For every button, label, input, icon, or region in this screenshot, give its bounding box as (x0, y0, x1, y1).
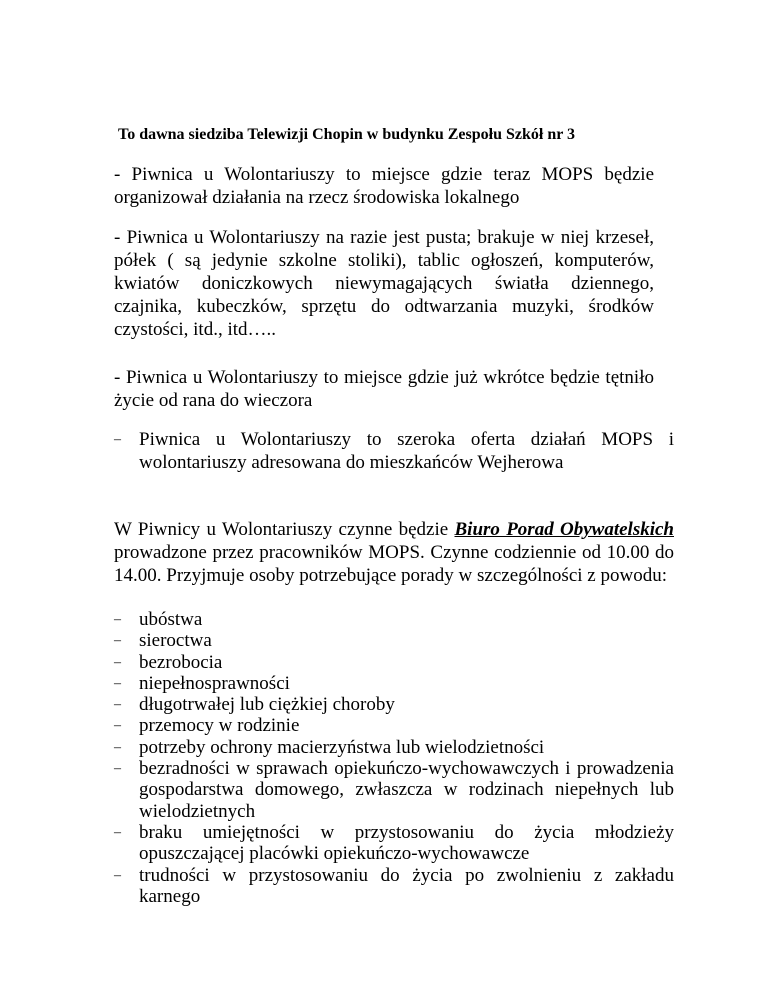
dash-marker: – (114, 612, 121, 627)
list-item-text: bezradności w sprawach opiekuńczo-wychowawczych i prowadzenia gospodarstwa domowego, zwłaszcza w rodzinach niepełnych lub wielodzietnych (139, 758, 674, 822)
bureau-prefix: W Piwnicy u Wolontariuszy czynne będzie (114, 519, 455, 540)
list-item (114, 609, 674, 630)
paragraph-basement-needs: - Piwnica u Wolontariuszy na razie jest pusta; brakuje w niej krzeseł, półek ( są jedynie szkolne stoliki), tablic ogłoszeń, komputerów, kwiatów doniczkowych niewymagających światła dziennego, czajnika, kubeczków, sprzętu do odtwarzania muzyki, środków czystości, itd., itd….. (114, 227, 654, 340)
list-item (114, 758, 674, 822)
list-item-text: potrzeby ochrony macierzyństwa lub wielodzietności (139, 736, 545, 758)
list-item (114, 737, 674, 758)
list-item-text: ubóstwa (139, 609, 203, 630)
list-item-text: trudności w przystosowaniu do życia po zwolnieniu z zakładu karnego (139, 864, 674, 907)
list-item (114, 865, 674, 908)
dash-marker: – (114, 761, 121, 777)
list-item (114, 673, 674, 694)
reasons-list (114, 609, 674, 907)
list-item (114, 694, 674, 715)
list-item-text: niepełnosprawności (139, 672, 290, 694)
list-item (114, 652, 674, 673)
bureau-name: Biuro Porad Obywatelskich (454, 519, 674, 540)
dash-marker: – (114, 867, 121, 883)
list-item-text: przemocy w rodzinie (139, 715, 300, 737)
paragraph-basement-purpose: - Piwnica u Wolontariuszy to miejsce gdzie teraz MOPS będzie organizował działania na rzecz środowiska lokalnego (114, 164, 654, 208)
paragraph-offer (114, 428, 674, 474)
dash-marker: – (114, 675, 121, 691)
dash-marker: – (114, 633, 121, 649)
list-item (114, 715, 674, 736)
paragraph-bureau (114, 518, 674, 587)
dash-marker: – (114, 432, 121, 447)
document-title: To dawna siedziba Telewizji Chopin w budynku Zespołu Szkół nr 3 (118, 126, 576, 143)
dash-marker: – (114, 739, 121, 755)
list-item-text: sieroctwa (139, 630, 212, 652)
list-item (114, 630, 674, 651)
bureau-suffix: prowadzone przez pracowników MOPS. Czynne codziennie od 10.00 do 14.00. Przyjmuje osoby potrzebujące porady w szczególności z powodu: (114, 542, 674, 586)
dash-marker: – (114, 697, 121, 713)
list-item-text: bezrobocia (139, 651, 223, 673)
paragraph-basement-life: - Piwnica u Wolontariuszy to miejsce gdzie już wkrótce będzie tętniło życie od rana do wieczora (114, 367, 654, 411)
list-item (114, 822, 674, 865)
dash-marker: – (114, 824, 121, 840)
list-item-text: braku umiejętności w przystosowaniu do życia młodzieży opuszczającej placówki opiekuńczo-wychowawcze (139, 821, 674, 865)
paragraph-offer-text: Piwnica u Wolontariuszy to szeroka oferta działań MOPS i wolontariuszy adresowana do mieszkańców Wejherowa (139, 429, 674, 473)
dash-marker: – (114, 718, 121, 734)
dash-marker: – (114, 654, 121, 670)
list-item-text: długotrwałej lub ciężkiej choroby (139, 694, 395, 716)
